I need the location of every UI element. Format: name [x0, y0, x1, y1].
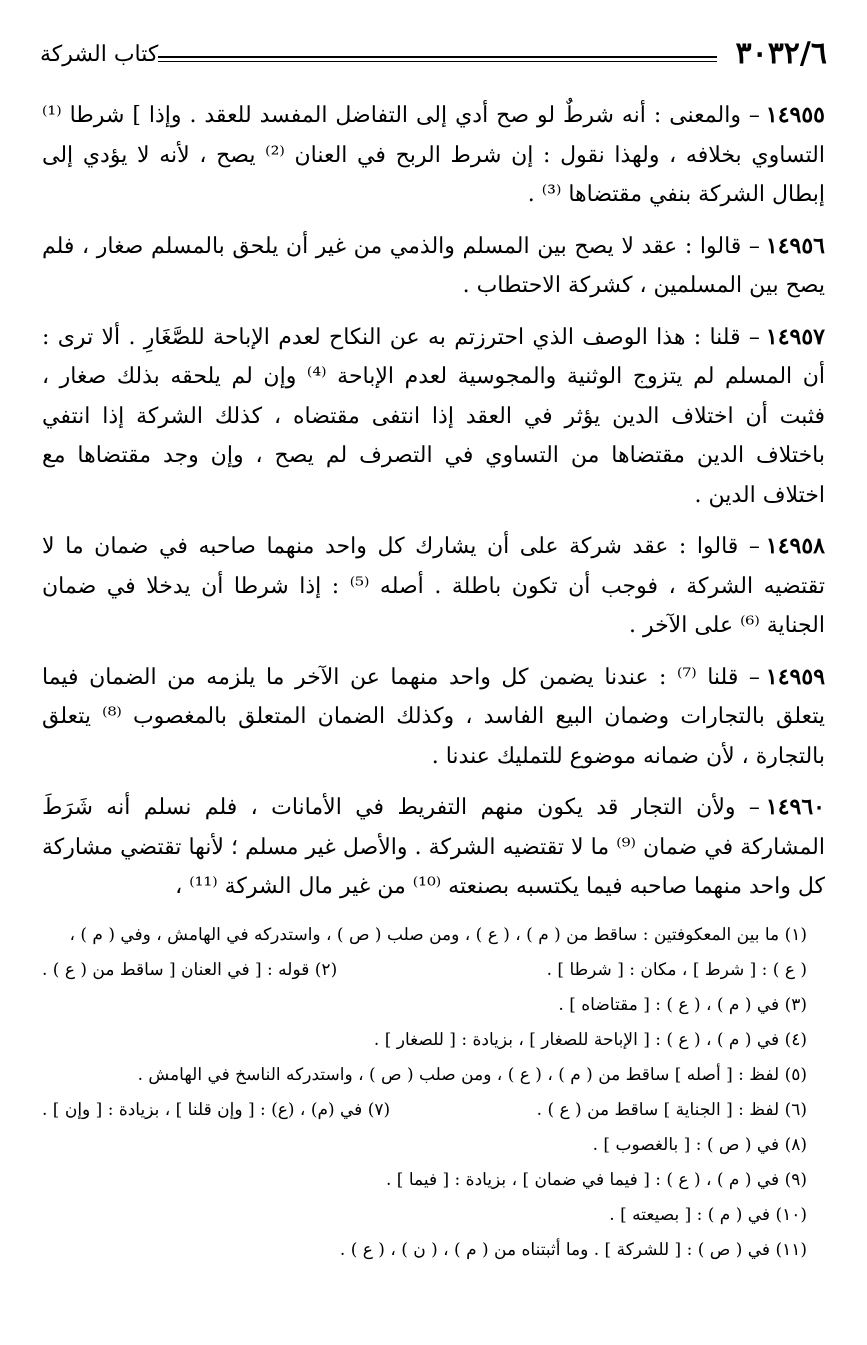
- paragraph: [42, 96, 825, 215]
- paragraph-text: – قالوا : عقد شركة على أن يشارك كل واحد منهما صاحبه في ضمان ما لا تقتضيه الشركة ، فوجب أن تكون باطلة . أصله ⁽⁵⁾ : إذا شرطا أن يدخلا في ضمان الجناية ⁽⁶⁾ على الآخر .: [42, 534, 825, 638]
- footnote: (٨) في ( ص ) : [ بالغصوب ] .: [592, 1135, 807, 1155]
- paragraph-text: – ولأن التجار قد يكون منهم التفريط في الأمانات ، فلم نسلم أنه شَرَطَ المشاركة في ضمان ⁽⁹⁾ ما لا تقتضيه الشركة . والأصل غير مسلم ؛ لأنها تقتضي مشاركة كل واحد منهما صاحبه فيما يكتسبه بصنعته ⁽¹⁰⁾ من غير مال الشركة ⁽¹¹⁾ ،: [42, 795, 825, 899]
- paragraph: [42, 318, 825, 516]
- footnotes: [42, 918, 807, 1268]
- paragraph-text: – قالوا : عقد لا يصح بين المسلم والذمي من غير أن يلحق بالمسلم صغار ، فلم يصح بين المسلمين ، كشركة الاحتطاب .: [42, 233, 825, 298]
- paragraph-number: ١٤٩٥٥: [765, 102, 825, 128]
- paragraph-number: ١٤٩٥٨: [765, 533, 825, 559]
- footnote: (٢) قوله : [ في العنان [ ساقط من ( ع ) .: [42, 960, 338, 980]
- paragraph-number: ١٤٩٥٧: [765, 323, 825, 350]
- footnote: (٣) في ( م ) ، ( ع ) : [ مقتاضاه ] .: [558, 995, 807, 1015]
- footnote: (١٠) في ( م ) : [ بصيعته ] .: [609, 1205, 807, 1225]
- paragraph: [42, 227, 825, 306]
- main-text: [42, 96, 825, 919]
- page-header: [40, 36, 827, 82]
- book-title: كتاب الشركة: [40, 42, 159, 67]
- paragraph-text: – قلنا : هذا الوصف الذي احترزتم به عن النكاح لعدم الإباحة للصَّغَارِ . ألا ترى : أن المسلم لم يتزوج الوثنية والمجوسية لعدم الإباحة ⁽⁴⁾ وإن لم يلحقه بذلك صغار ، فثبت أن اختلاف الدين يؤثر في العقد إذا انتفى مقتضاه ، كذلك الشركة إذا انتفي باختلاف الدين مقتضاها من التساوي في التصرف لم يصح ، وإن وجد مقتضاها مع اختلاف الدين .: [42, 324, 825, 508]
- page-number: ٣٠٣٢/٦: [735, 36, 827, 71]
- header-rule-thin: [158, 61, 717, 62]
- footnote: (٩) في ( م ) ، ( ع ) : [ فيما في ضمان ] ، بزيادة : [ فيما ] .: [385, 1170, 807, 1190]
- footnote: (٥) لفظ : [ أصله ] ساقط من ( م ) ، ( ع ) ، ومن صلب ( ص ) ، واستدركه الناسخ في الهامش .: [137, 1065, 807, 1085]
- paragraph-number: ١٤٩٥٦: [765, 232, 825, 259]
- footnote: (٧) في (م) ، (ع) : [ وإن قلنا ] ، بزيادة : [ وإن ] .: [42, 1100, 391, 1120]
- footnote: (١) ما بين المعكوفتين : ساقط من ( م ) ، ( ع ) ، ومن صلب ( ص ) ، واستدركه في الهامش ، وفي ( م ) ،: [69, 925, 807, 945]
- paragraph-text: – والمعنى : أنه شرطٌ لو صح أدي إلى التفاضل المفسد للعقد . وإذا ] شرطا ⁽¹⁾ التساوي بخلافه ، ولهذا نقول : إن شرط الربح في العنان ⁽²⁾ يصح ، لأنه لا يؤدي إلى إبطال الشركة بنفي مقتضاها ⁽³⁾ .: [42, 103, 825, 207]
- footnote-row: [42, 1093, 807, 1128]
- footnote: (٦) لفظ : [ الجناية ] ساقط من ( ع ) .: [536, 1100, 807, 1120]
- footnote-row: [42, 953, 807, 988]
- footnote: ( ع ) : [ شرط ] ، مكان : [ شرطا ] .: [546, 960, 807, 980]
- paragraph: [42, 788, 825, 907]
- footnote: (٤) في ( م ) ، ( ع ) : [ الإباحة للصغار ] ، بزيادة : [ للصغار ] .: [373, 1030, 807, 1050]
- header-rule: [158, 56, 717, 58]
- paragraph-number: ١٤٩٦٠: [765, 794, 825, 820]
- paragraph-number: ١٤٩٥٩: [765, 663, 826, 690]
- paragraph-text: – قلنا ⁽⁷⁾ : عندنا يضمن كل واحد منهما عن الآخر ما يلزمه من الضمان فيما يتعلق بالتجارات وضمان البيع الفاسد ، وكذلك الضمان المتعلق بالمغصوب ⁽⁸⁾ يتعلق بالتجارة ، لأن ضمانه موضوع للتمليك عندنا .: [42, 664, 825, 769]
- paragraph: [42, 658, 825, 777]
- paragraph: [42, 527, 825, 646]
- footnote: (١١) في ( ص ) : [ للشركة ] . وما أثبتناه من ( م ) ، ( ن ) ، ( ع ) .: [339, 1240, 807, 1260]
